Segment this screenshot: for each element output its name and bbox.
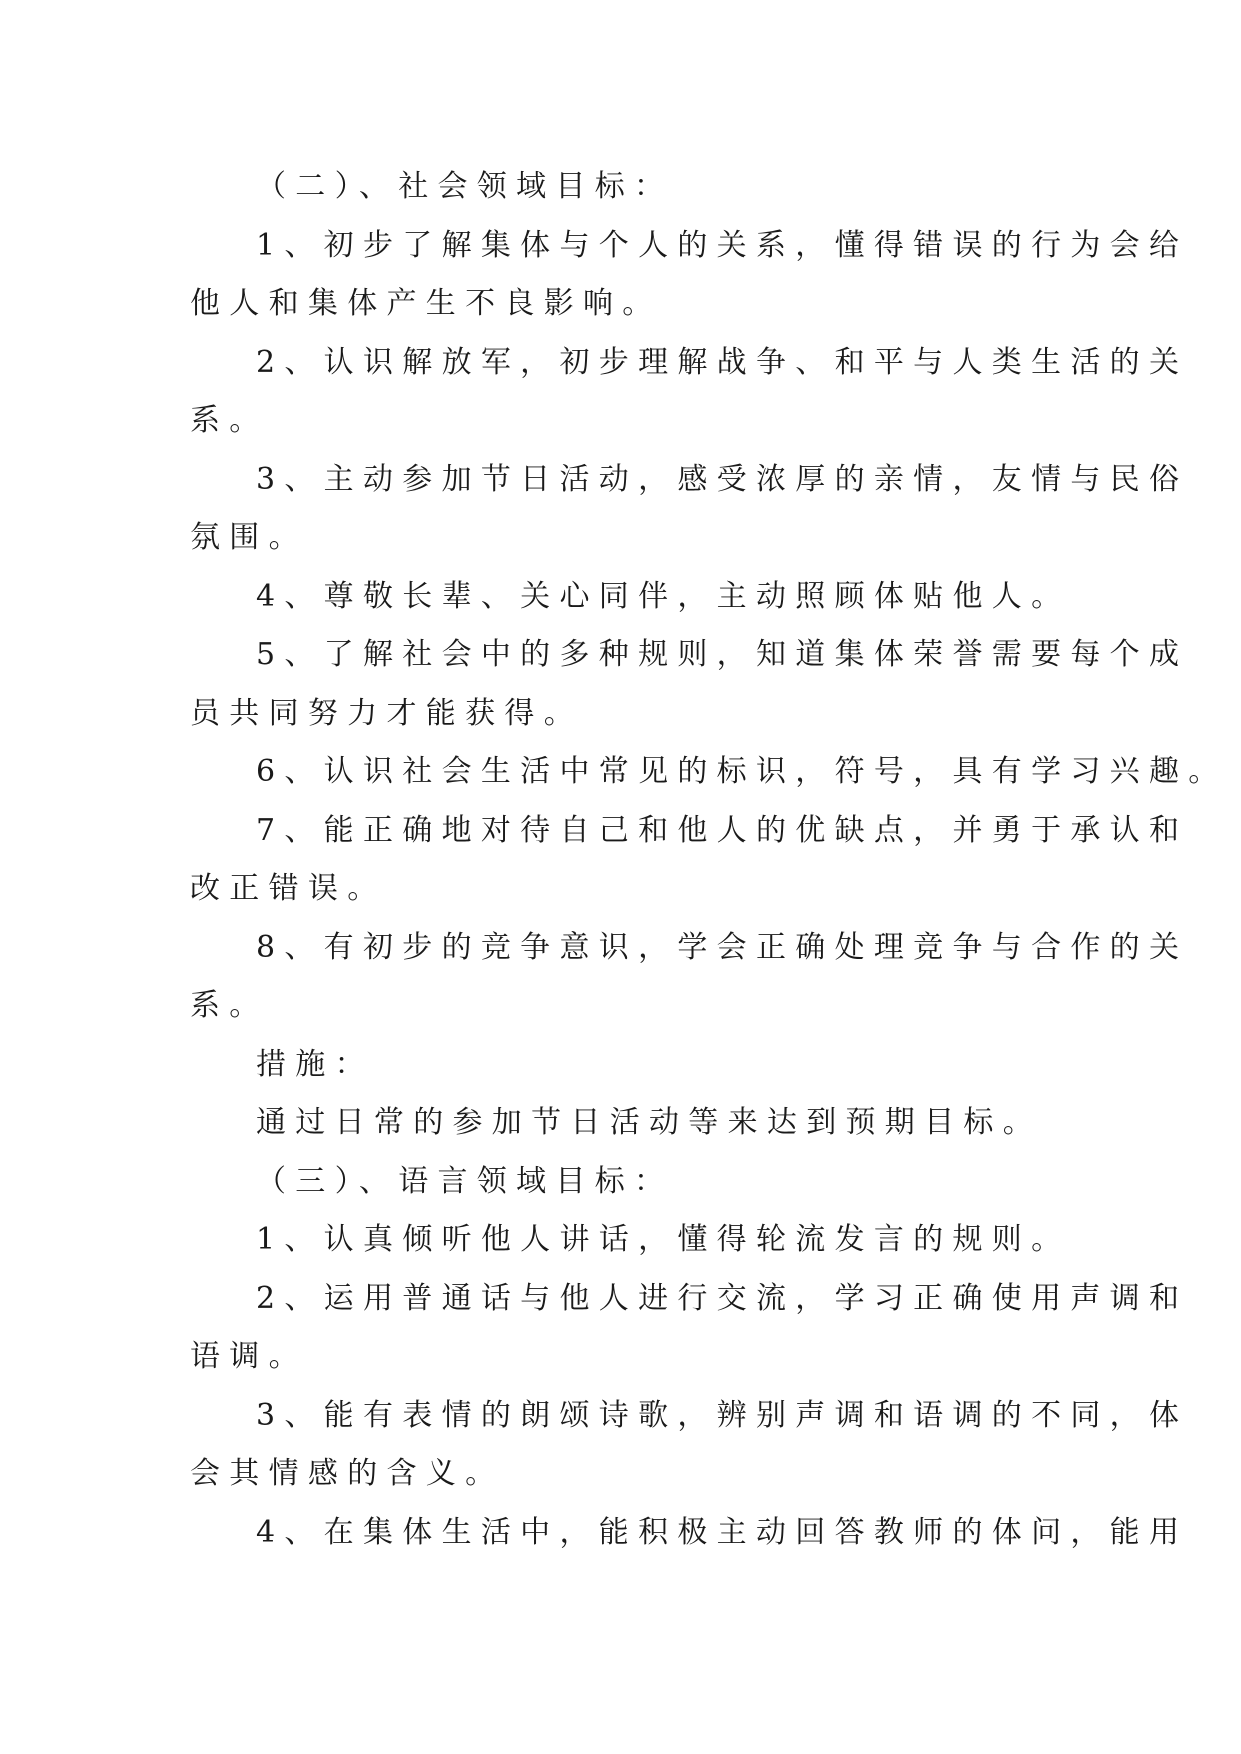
text-line: 改正错误。 <box>190 871 387 906</box>
text-line: 4、尊敬长辈、关心同伴，主动照顾体贴他人。 <box>256 578 1071 614</box>
social-goal-7 <box>190 802 1189 919</box>
social-goal-4 <box>190 568 1071 627</box>
text-line: 1、认真倾听他人讲话，懂得轮流发言的规则。 <box>256 1222 1071 1257</box>
language-goal-1 <box>190 1211 1071 1270</box>
language-goal-4 <box>190 1504 1189 1563</box>
text-line: 系。 <box>190 988 269 1023</box>
text-line: 氛围。 <box>190 520 308 555</box>
social-goal-3 <box>190 451 1189 568</box>
text-line: 会其情感的含义。 <box>190 1456 505 1491</box>
social-goal-1 <box>190 217 1189 334</box>
text-line: 员共同努力才能获得。 <box>190 695 583 731</box>
text-line: （三）、语言领域目标： <box>256 1163 674 1199</box>
text-line: 2、认识解放军，初步理解战争、和平与人类生活的关 <box>256 344 1189 380</box>
section-heading-language <box>190 1153 1060 1212</box>
measures-text <box>190 1094 1060 1153</box>
social-goal-2 <box>190 334 1189 451</box>
text-line: 1、初步了解集体与个人的关系，懂得错误的行为会给 <box>256 227 1189 263</box>
text-line: 系。 <box>190 403 269 438</box>
section-heading-social <box>190 158 1060 217</box>
text-line: 5、了解社会中的多种规则，知道集体荣誉需要每个成 <box>256 637 1189 672</box>
social-goal-5 <box>190 626 1189 743</box>
text-line: 通过日常的参加节日活动等来达到预期目标。 <box>256 1105 1042 1140</box>
text-line: 3、能有表情的朗颂诗歌，辨别声调和语调的不同，体 <box>256 1397 1189 1433</box>
text-line: 7、能正确地对待自己和他人的优缺点，并勇于承认和 <box>256 812 1189 848</box>
social-goal-8 <box>190 919 1189 1036</box>
text-line: 4、在集体生活中，能积极主动回答教师的体问，能用 <box>256 1514 1189 1550</box>
text-line: 8、有初步的竞争意识，学会正确处理竞争与合作的关 <box>256 929 1189 965</box>
social-goal-6 <box>190 743 1228 802</box>
text-line: 6、认识社会生活中常见的标识，符号，具有学习兴趣。 <box>256 754 1228 789</box>
text-line: 他人和集体产生不良影响。 <box>190 286 662 321</box>
language-goal-2 <box>190 1270 1189 1387</box>
text-line: 措施： <box>256 1046 374 1082</box>
text-line: （二）、社会领域目标： <box>256 169 674 204</box>
text-line: 语调。 <box>190 1339 308 1374</box>
document-body <box>190 158 1228 1562</box>
language-goal-3 <box>190 1387 1189 1504</box>
text-line: 2、运用普通话与他人进行交流，学习正确使用声调和 <box>256 1280 1189 1316</box>
measures-label <box>190 1036 1060 1095</box>
text-line: 3、主动参加节日活动，感受浓厚的亲情，友情与民俗 <box>256 461 1189 497</box>
